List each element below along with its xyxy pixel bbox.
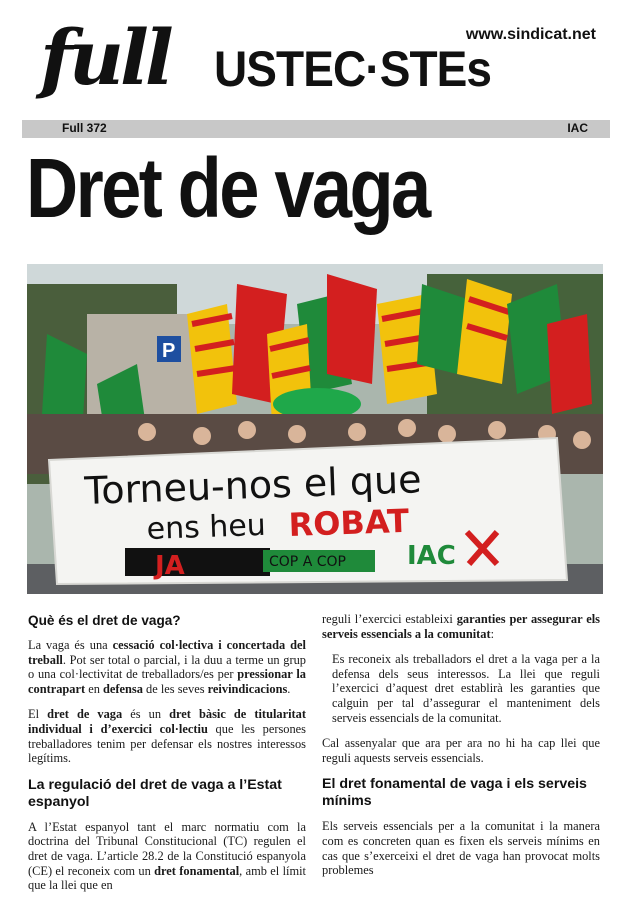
- text-run: reguli l’exercici estableixi: [322, 612, 457, 626]
- section-heading-minimum-services: El dret fonamental de vaga i els serveis mínims: [322, 776, 587, 810]
- headline: Dret de vaga: [26, 141, 429, 235]
- banner-cop-a-cop: COP A COP: [269, 554, 346, 570]
- paragraph-definition: [28, 638, 306, 696]
- banner-line-2: ens heu: [146, 507, 267, 547]
- text-run: A l’Estat espanyol tant el marc normatiu com la doctrina del Tribunal Constitucional (TC) regulen el dret de vaga. L’article 28.2 de la Constitució espanyola (CE) el reconeix com un: [28, 819, 306, 878]
- banner-iac-logo: IAC: [407, 541, 456, 571]
- banner-line-1: Torneu-nos el que: [83, 457, 423, 513]
- issue-tag: IAC: [567, 121, 588, 135]
- masthead-full-logo: full: [40, 13, 170, 102]
- text-run: :: [490, 626, 495, 641]
- text-run: .: [287, 681, 291, 696]
- text-run: és un: [122, 707, 170, 722]
- paragraph-constitution-quote: Es reconeix als treballadors el dret a la vaga per a la defensa dels seus interessos. La llei que reguli l’exercici d’aquest dret establirà les garanties que calguin per tal d’assegurar el manteniment dels serveis essencials de la comunitat.: [332, 652, 600, 725]
- paragraph-guarantees: [322, 612, 600, 641]
- section-heading-regulation: La regulació del dret de vaga a l’Estat espanyol: [28, 776, 282, 810]
- text-run: pressionar la contrapart: [28, 667, 306, 696]
- website-link[interactable]: www.sindicat.net: [465, 26, 596, 43]
- text-run: La vaga és una: [28, 638, 113, 652]
- paragraph-regulation: [28, 820, 306, 893]
- text-run: cessació col·lectiva i concertada del treball: [28, 638, 306, 667]
- paragraph-essential-services: Els serveis essencials per a la comunitat i la manera com es concreten quan es fixen els serveis mínims en cas que s’exerceixi el dret de vaga han provocat molts problemes: [322, 819, 600, 878]
- banner-robat: ROBAT: [287, 501, 410, 544]
- left-column: [28, 612, 306, 904]
- text-run: en: [85, 681, 104, 696]
- parking-sign-letter: P: [162, 340, 176, 362]
- protest-photo-illustration: [27, 264, 603, 594]
- text-run: defensa: [103, 681, 143, 696]
- issue-number: Full 372: [62, 121, 107, 135]
- section-heading-what-is: Què és el dret de vaga?: [28, 613, 181, 628]
- text-run: reivindicacions: [207, 681, 288, 696]
- issue-bar: [22, 120, 610, 138]
- text-run: . Pot ser total o parcial, i la duu a terme un grup o una col·lectivitat de treballadors/es per: [28, 652, 306, 682]
- text-run: dret de vaga: [47, 707, 123, 722]
- text-run: El: [28, 707, 48, 722]
- right-column: [322, 612, 600, 889]
- text-run: garanties per assegurar els serveis essencials a la comunitat: [322, 612, 600, 641]
- text-run: dret fonamental: [154, 863, 240, 878]
- text-run: que les persones treballadores tenim per defensar els nostres interessos legítims.: [28, 721, 306, 766]
- paragraph-right-to-strike: [28, 707, 306, 765]
- protest-photo: [27, 264, 603, 594]
- masthead: [0, 0, 632, 150]
- text-run: dret bàsic de titularitat individual i d’exercici col·lectiu: [28, 707, 306, 736]
- masthead-org-name: USTEC·STEs: [214, 41, 492, 97]
- text-run: de les seves: [142, 681, 208, 696]
- paragraph-no-law: Cal assenyalar que ara per ara no hi ha cap llei que reguli aquests serveis essencials.: [322, 736, 600, 765]
- banner-ja: JA: [155, 551, 185, 581]
- text-run: , amb el límit que la llei que en: [28, 863, 306, 893]
- banner-black-box: [125, 548, 270, 576]
